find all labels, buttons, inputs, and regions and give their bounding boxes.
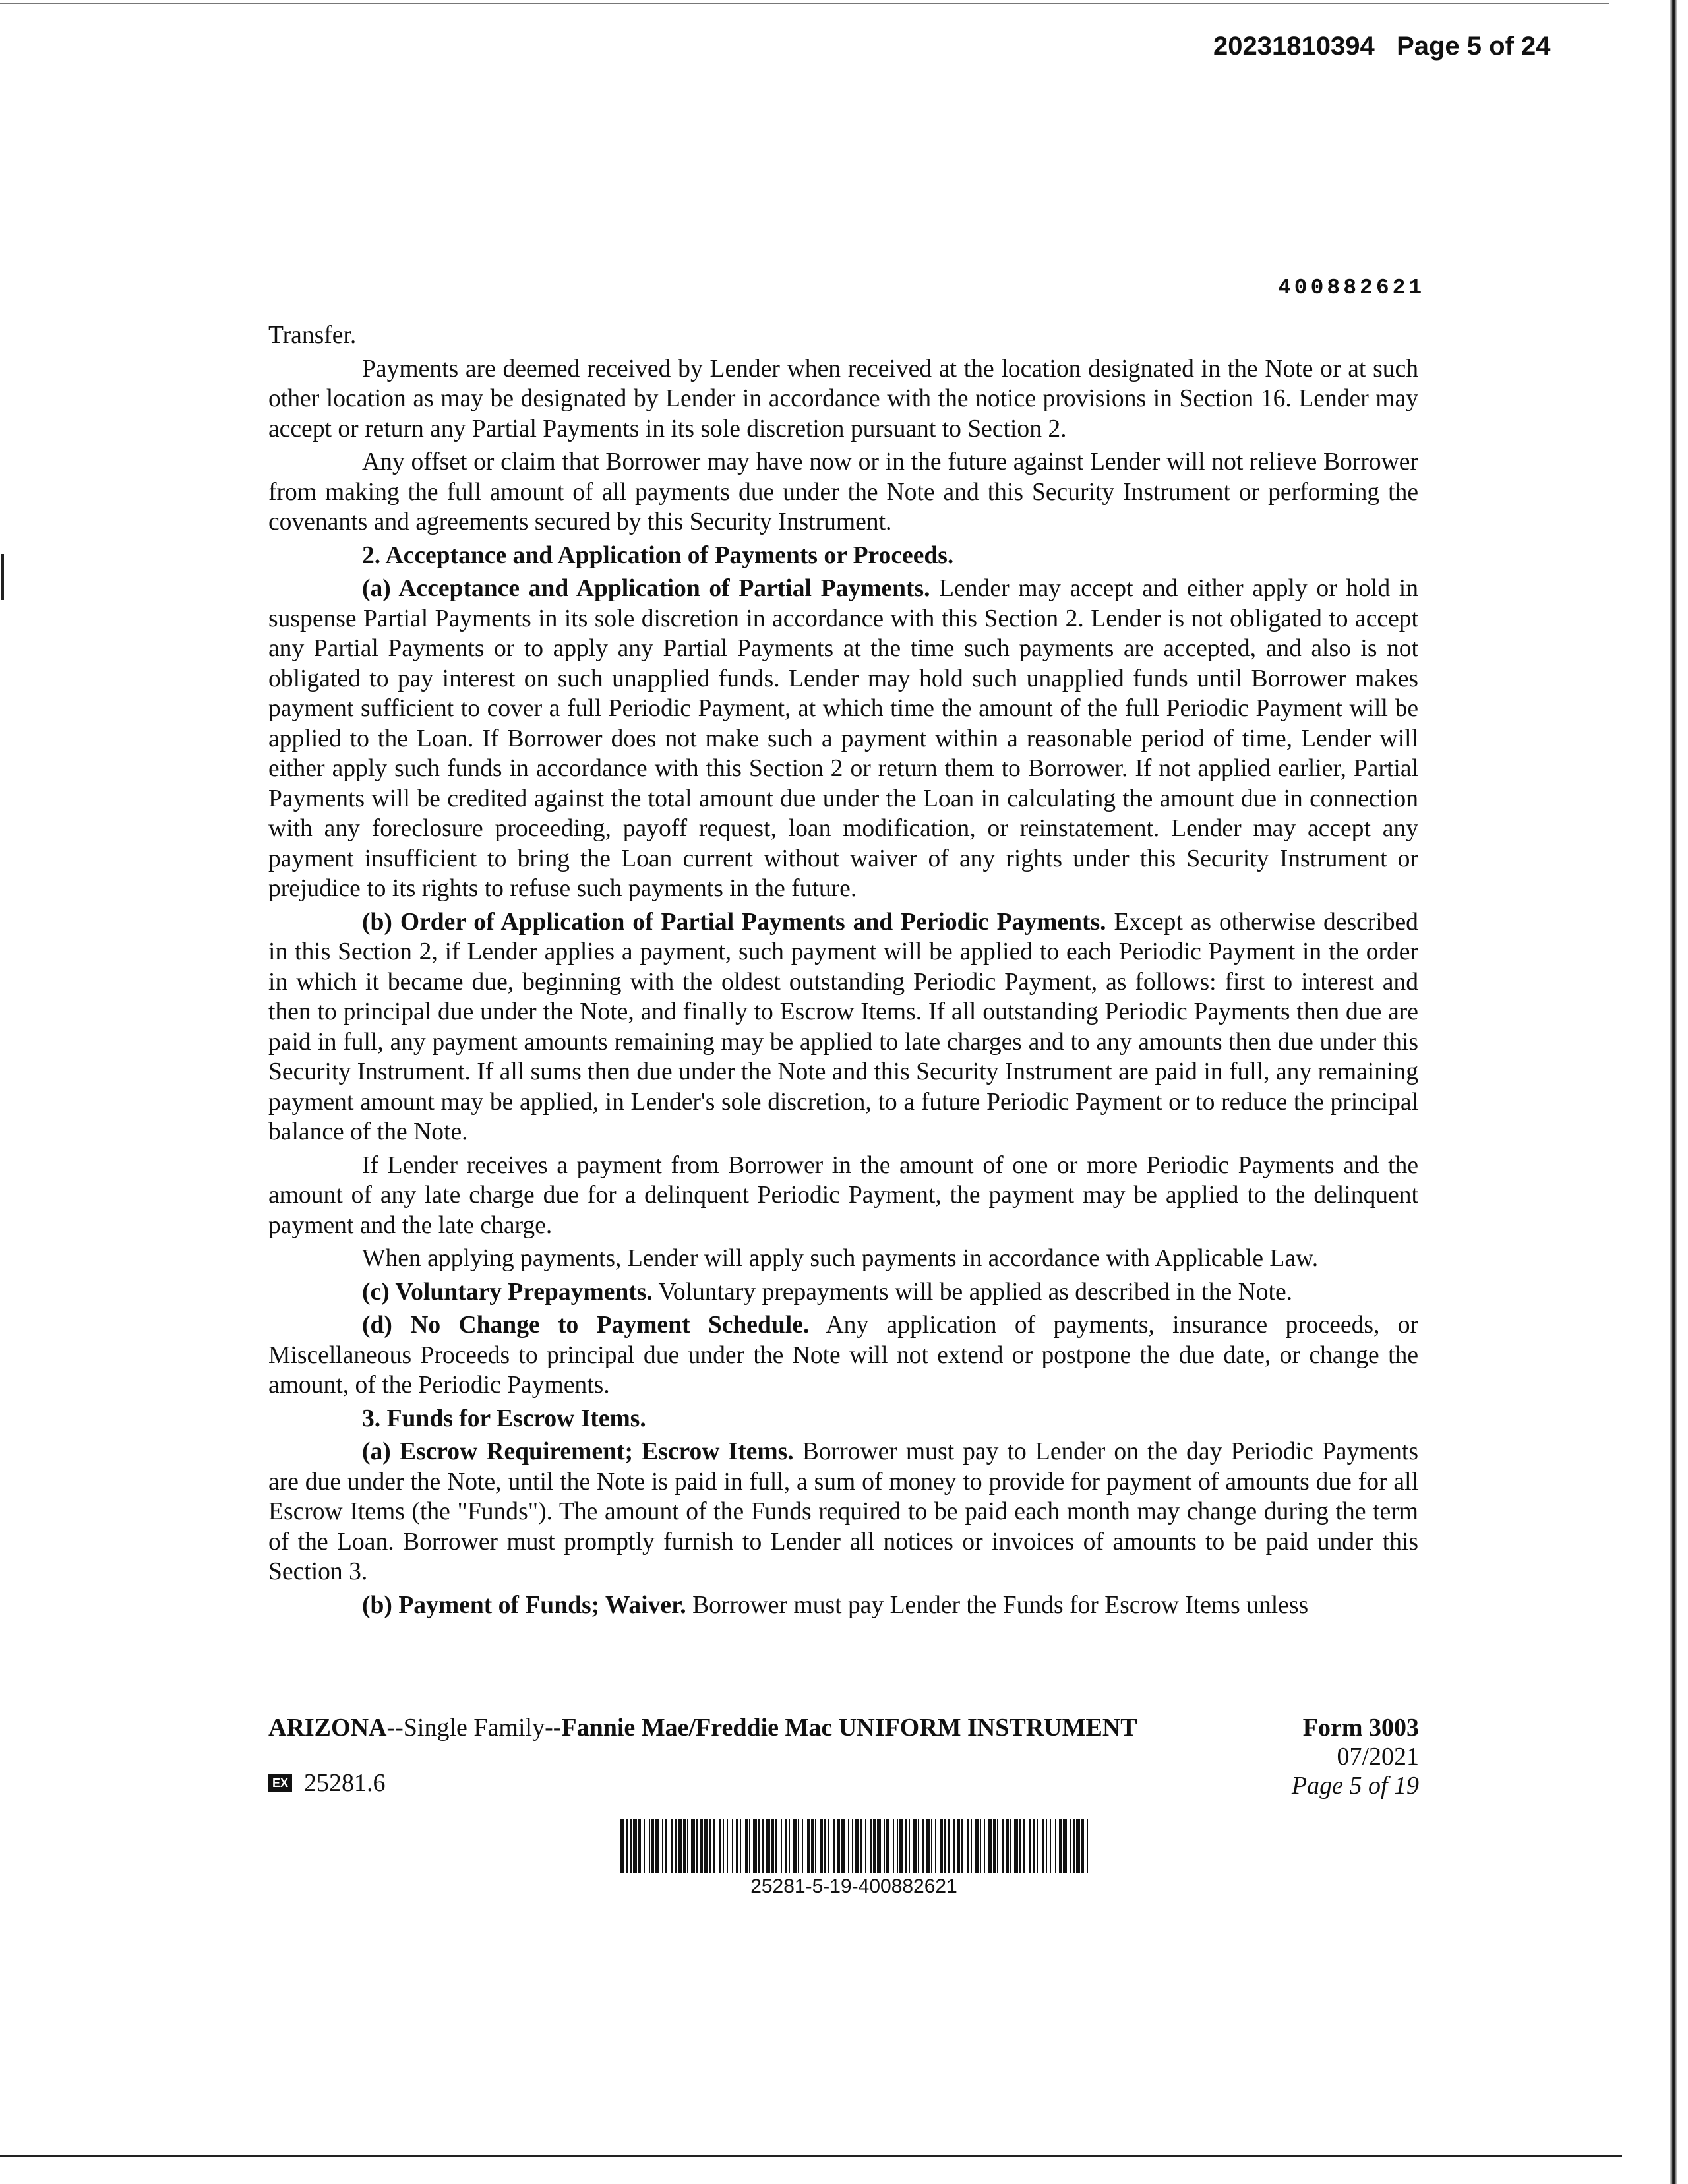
footer-separator: -- bbox=[545, 1714, 562, 1742]
barcode-bar bbox=[993, 1819, 996, 1873]
barcode-bar bbox=[971, 1819, 972, 1873]
paragraph-text: Borrower must pay to Lender on the day Periodic Payments are due under the Note, until the Note is paid in full, a sum of money to provide for payment of amounts due for all Escrow Items (the "Funds"). The amount of the Funds required to be paid each month may change during the term of the Loan. Borrower must promptly furnish to Lender all notices or invoices of amounts to be paid under this Section 3. bbox=[268, 1438, 1418, 1585]
section-heading-text: 2. Acceptance and Application of Payments or Proceeds. bbox=[362, 541, 954, 569]
barcode-bar bbox=[1014, 1819, 1018, 1873]
barcode-bar bbox=[905, 1819, 907, 1873]
barcode-bar bbox=[811, 1819, 814, 1873]
barcode-bar bbox=[630, 1819, 632, 1873]
barcode-bar bbox=[893, 1819, 894, 1873]
barcode-bar bbox=[662, 1819, 663, 1873]
barcode-bar bbox=[727, 1819, 728, 1873]
footer-instrument-title bbox=[268, 1713, 1137, 1742]
barcode-bar bbox=[957, 1819, 960, 1873]
barcode-bar bbox=[740, 1819, 741, 1873]
barcode-bar bbox=[789, 1819, 790, 1873]
form-info bbox=[1226, 1713, 1419, 1800]
barcode-bar bbox=[909, 1819, 910, 1873]
ex-logo-icon: EX bbox=[268, 1774, 292, 1792]
barcode-bar bbox=[1042, 1819, 1044, 1873]
paragraph-text: Except as otherwise described in this Section 2, if Lender applies a payment, such payment will be applied to each Periodic Payment in the order in which it became due, beginning with the oldest outstanding Periodic Payment, as follows: first to interest and then to principal due under the Note, and finally to Escrow Items. If all outstanding Periodic Payments then due are paid in full, any payment amounts remaining may be applied to late charges and to any amounts then due under this Security Instrument. If all sums then due under the Note and this Security Instrument are paid in full, any remaining payment amount may be applied, in Lender's sole discretion, to a future Periodic Payment or to reduce the principal balance of the Note. bbox=[268, 908, 1418, 1145]
barcode-bar bbox=[785, 1819, 787, 1873]
barcode-bar bbox=[1037, 1819, 1038, 1873]
subsection-heading: (a) Escrow Requirement; Escrow Items. bbox=[362, 1438, 794, 1465]
barcode-bar bbox=[918, 1819, 919, 1873]
barcode-bar bbox=[873, 1819, 876, 1873]
barcode-bar bbox=[852, 1819, 853, 1873]
paragraph: When applying payments, Lender will apply such payments in accordance with Applicable Law. bbox=[362, 1245, 1319, 1272]
barcode-bar bbox=[841, 1819, 845, 1873]
barcode-bar bbox=[732, 1819, 733, 1873]
scan-artifact-bottom bbox=[0, 2155, 1622, 2157]
barcode-bar bbox=[766, 1819, 770, 1873]
paragraph: Payments are deemed received by Lender when received at the location designated in the Note or at such other location as may be designated by Lender in accordance with the notice provisions in Section 16. Lender may accept or return any Partial Payments in its sole discretion pursuant to Section 2. bbox=[268, 355, 1418, 442]
barcode-bar bbox=[833, 1819, 835, 1873]
barcode-bar bbox=[771, 1819, 774, 1873]
barcode-bar bbox=[700, 1819, 703, 1873]
paragraph-text: Voluntary prepayments will be applied as described in the Note. bbox=[652, 1278, 1293, 1306]
paragraph: Transfer. bbox=[268, 322, 357, 349]
barcode-bar bbox=[1033, 1819, 1035, 1873]
subsection-heading: (a) Acceptance and Application of Partial Payments. bbox=[362, 575, 930, 602]
scan-artifact-left bbox=[1, 554, 4, 600]
barcode-bar bbox=[626, 1819, 628, 1873]
barcode-bar bbox=[1019, 1819, 1021, 1873]
barcode-bar bbox=[988, 1819, 992, 1873]
barcode-bar bbox=[753, 1819, 757, 1873]
barcode-bar bbox=[793, 1819, 797, 1873]
barcode-bar bbox=[967, 1819, 969, 1873]
barcode-bar bbox=[696, 1819, 698, 1873]
ex-code-number: 25281.6 bbox=[304, 1769, 386, 1797]
footer-state: ARIZONA bbox=[268, 1714, 387, 1742]
paragraph bbox=[268, 574, 1418, 904]
barcode-bar bbox=[651, 1819, 654, 1873]
barcode-bar bbox=[886, 1819, 889, 1873]
barcode-bar bbox=[870, 1819, 872, 1873]
barcode-bar bbox=[723, 1819, 724, 1873]
barcode-bar bbox=[940, 1819, 943, 1873]
barcode-bar bbox=[820, 1819, 823, 1873]
barcode-bar bbox=[691, 1819, 695, 1873]
barcode-bar bbox=[798, 1819, 799, 1873]
recording-header bbox=[1213, 32, 1551, 61]
barcode-bar bbox=[620, 1819, 624, 1873]
barcode-bar bbox=[749, 1819, 750, 1873]
barcode-bar bbox=[758, 1819, 760, 1873]
barcode-bar bbox=[1059, 1819, 1062, 1873]
ex-code bbox=[268, 1769, 386, 1798]
scan-artifact-right-edge bbox=[1670, 0, 1677, 2184]
barcode-bar bbox=[984, 1819, 985, 1873]
barcode-bar bbox=[644, 1819, 645, 1873]
barcode-bar bbox=[1023, 1819, 1025, 1873]
paragraph-text: Any application of payments, insurance proceeds, or Miscellaneous Proceeds to principal due under the Note will not extend or postpone the due date, or change the amount, of the Periodic Payments. bbox=[268, 1312, 1419, 1399]
barcode-bar bbox=[745, 1819, 748, 1873]
barcode-bar bbox=[736, 1819, 738, 1873]
barcode-bar bbox=[1046, 1819, 1047, 1873]
barcode-bar bbox=[828, 1819, 829, 1873]
paragraph-text: Lender may accept and either apply or hold in suspense Partial Payments in its sole discretion in accordance with this Section 2. Lender is not obligated to accept any Partial Payments or to apply any Partial Payments at the time such payments are accepted, and also is not obligated to pay interest on such unapplied funds. Lender may hold such unapplied funds until Borrower makes payment sufficient to cover a full Periodic Payment, at which time the amount of the full Periodic Payment will be applied to the Loan. If Borrower does not make such a payment within a reasonable period of time, Lender will either apply such funds in accordance with this Section 2 or return them to Borrower. If not applied earlier, Partial Payments will be credited against the total amount due under the Loan in calculating the amount due in connection with any foreclosure proceeding, payoff request, loan modification, or reinstatement. Lender may accept any payment insufficient to bring the Loan current without waiver of any rights under this Security Instrument or prejudice to its rights to refuse such payments in the future. bbox=[268, 575, 1418, 902]
paragraph bbox=[268, 907, 1418, 1147]
barcode-bar bbox=[922, 1819, 924, 1873]
paragraph: If Lender receives a payment from Borrower in the amount of one or more Periodic Payments and the amount of any late charge due for a delinquent Periodic Payment, the payment may be applied to the delinquent payment and the late charge. bbox=[268, 1151, 1418, 1239]
barcode-bar bbox=[975, 1819, 979, 1873]
barcode bbox=[620, 1819, 1088, 1873]
barcode-bar bbox=[655, 1819, 659, 1873]
barcode-bar bbox=[1081, 1819, 1084, 1873]
barcode-bar bbox=[719, 1819, 721, 1873]
subsection-heading: (d) No Change to Payment Schedule. bbox=[362, 1312, 810, 1339]
barcode-bar bbox=[980, 1819, 981, 1873]
barcode-bar bbox=[675, 1819, 677, 1873]
barcode-bar bbox=[944, 1819, 946, 1873]
barcode-bar bbox=[997, 1819, 998, 1873]
barcode-bar bbox=[1010, 1819, 1011, 1873]
barcode-bar bbox=[683, 1819, 686, 1873]
barcode-bar bbox=[1087, 1819, 1088, 1873]
barcode-text: 25281-5-19-400882621 bbox=[750, 1875, 957, 1897]
form-page: Page 5 of 19 bbox=[1291, 1772, 1419, 1800]
recording-number: 20231810394 bbox=[1213, 32, 1375, 61]
barcode-bar bbox=[865, 1819, 866, 1873]
barcode-bar bbox=[713, 1819, 715, 1873]
document-body bbox=[268, 320, 1418, 1623]
barcode-bar bbox=[897, 1819, 898, 1873]
barcode-bar bbox=[824, 1819, 826, 1873]
barcode-bar bbox=[1076, 1819, 1080, 1873]
footer-instrument: Fannie Mae/Freddie Mac UNIFORM INSTRUMENT bbox=[561, 1714, 1137, 1742]
barcode-bar bbox=[860, 1819, 862, 1873]
form-number: Form 3003 bbox=[1302, 1714, 1419, 1742]
barcode-bar bbox=[1073, 1819, 1075, 1873]
barcode-bar bbox=[638, 1819, 641, 1873]
barcode-bar bbox=[884, 1819, 885, 1873]
barcode-bar bbox=[649, 1819, 650, 1873]
barcode-bar bbox=[926, 1819, 930, 1873]
barcode-bar bbox=[633, 1819, 637, 1873]
barcode-bar bbox=[671, 1819, 673, 1873]
barcode-bar bbox=[1002, 1819, 1004, 1873]
section-heading bbox=[268, 541, 1418, 571]
barcode-bar bbox=[1050, 1819, 1051, 1873]
section-heading-text: 3. Funds for Escrow Items. bbox=[362, 1405, 646, 1432]
paragraph-text: Borrower must pay Lender the Funds for Escrow Items unless bbox=[686, 1591, 1309, 1619]
barcode-bar bbox=[687, 1819, 688, 1873]
barcode-bar bbox=[807, 1819, 810, 1873]
paragraph: Any offset or claim that Borrower may have now or in the future against Lender will not relieve Borrower from making the full amount of all payments due under the Note and this Security Instrument or performing the covenants and agreements secured by this Security Instrument. bbox=[268, 448, 1418, 535]
form-date: 07/2021 bbox=[1337, 1743, 1419, 1771]
barcode-bar bbox=[775, 1819, 777, 1873]
barcode-bar bbox=[665, 1819, 667, 1873]
barcode-bar bbox=[855, 1819, 859, 1873]
barcode-bar bbox=[781, 1819, 782, 1873]
barcode-bar bbox=[1063, 1819, 1067, 1873]
barcode-bar bbox=[935, 1819, 936, 1873]
subsection-heading: (c) Voluntary Prepayments. bbox=[362, 1278, 653, 1306]
barcode-bar bbox=[678, 1819, 682, 1873]
barcode-bar bbox=[931, 1819, 932, 1873]
barcode-bar bbox=[1029, 1819, 1031, 1873]
paragraph bbox=[268, 1591, 1418, 1621]
scan-artifact-top bbox=[0, 3, 1609, 4]
barcode-bar bbox=[837, 1819, 840, 1873]
paragraph bbox=[268, 1310, 1418, 1401]
subsection-heading: (b) Order of Application of Partial Payments and Periodic Payments. bbox=[362, 908, 1106, 936]
footer-family: Single Family bbox=[403, 1714, 545, 1742]
barcode-bar bbox=[877, 1819, 881, 1873]
barcode-bar bbox=[953, 1819, 955, 1873]
paragraph bbox=[268, 1277, 1418, 1308]
paragraph bbox=[268, 1437, 1418, 1587]
section-heading bbox=[268, 1404, 1418, 1434]
footer-separator: -- bbox=[386, 1714, 404, 1742]
barcode-bar bbox=[1070, 1819, 1071, 1873]
barcode-bar bbox=[913, 1819, 917, 1873]
barcode-bar bbox=[762, 1819, 764, 1873]
loan-number: 400882621 bbox=[1278, 276, 1426, 300]
subsection-heading: (b) Payment of Funds; Waiver. bbox=[362, 1591, 686, 1619]
barcode-bar bbox=[709, 1819, 711, 1873]
barcode-bar bbox=[948, 1819, 950, 1873]
barcode-bar bbox=[961, 1819, 963, 1873]
barcode-bar bbox=[848, 1819, 849, 1873]
barcode-bar bbox=[1055, 1819, 1056, 1873]
recording-page: Page 5 of 24 bbox=[1397, 32, 1551, 61]
barcode-bar bbox=[802, 1819, 803, 1873]
barcode-bar bbox=[704, 1819, 708, 1873]
barcode-bar bbox=[1006, 1819, 1009, 1873]
barcode-bar bbox=[815, 1819, 816, 1873]
barcode-bar bbox=[899, 1819, 903, 1873]
